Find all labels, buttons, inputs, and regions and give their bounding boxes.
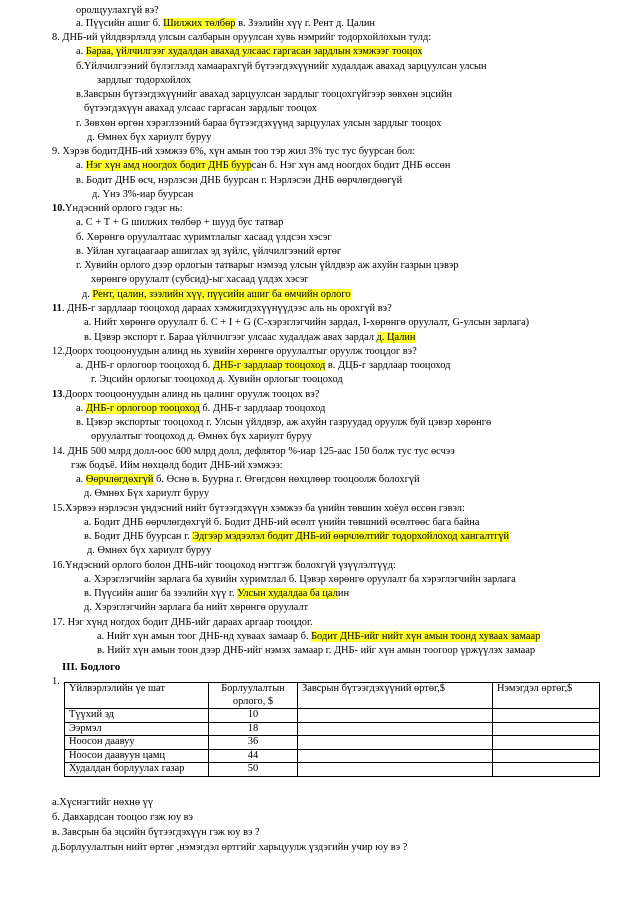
- highlighted-answer: Шилжих төлбөр: [163, 18, 236, 29]
- text-segment: в.Завсрын бүтээгдэхүүнийг авахад зарцуулсан зардлыг тооцохгүйгээр зөвхөн эцсийн: [76, 89, 453, 100]
- table-cell: 10: [209, 709, 298, 723]
- table-cell: [298, 722, 493, 736]
- question-14: [52, 445, 455, 458]
- option-e: [87, 544, 211, 557]
- text-segment: в. Цэвэр экспортыг тооцоход г. Улсын үйлдвэр, аж ахуйн газруудад оруулж буй цэвэр хөрөнгө: [76, 417, 492, 428]
- table-cell: Худалдан борлуулах газар: [65, 763, 209, 777]
- text-segment: а. Бодит ДНБ өөрчлөгдөхгүй б. Бодит ДНБ-ий өсөлт үнийн төвшний өсөлтөөс бага байна: [84, 517, 480, 528]
- table-cell: [493, 709, 600, 723]
- question-15: [52, 502, 465, 515]
- text-segment: б. Өснө в. Буурна г. Өгөгдсөн нөхцлөөр тооцоолж болохгүй: [153, 474, 420, 485]
- option-ab: [76, 402, 325, 415]
- question-10: [52, 202, 183, 215]
- text-segment: хөрөнгө оруулалт (субсид)-ыг хасаад үлдэх хэсэг: [91, 274, 309, 285]
- question-14-cont: [71, 459, 283, 472]
- table-cell: [298, 736, 493, 750]
- text-segment: б. ДНБ-г зардлаар тооцоход: [199, 403, 326, 414]
- option-e: [84, 601, 308, 614]
- table-cell: Түүхий эд: [65, 709, 209, 723]
- table-header-row: [65, 683, 600, 709]
- table-cell: [493, 722, 600, 736]
- text-segment: г. Эцсийн орлогыг тооцоход д. Хувийн орлогыг тооцоход: [91, 374, 343, 385]
- table-cell: Ноосон даавуун цамц: [65, 749, 209, 763]
- table-row: [65, 749, 600, 763]
- text-segment: 10.: [52, 203, 65, 214]
- table-header-cell: Үйлвэрлэлийн үе шат: [65, 683, 209, 709]
- option-c-cont: [84, 102, 317, 115]
- option-cd: [76, 416, 491, 429]
- text-segment: в. Уйлан хугацаагаар ашиглах эд зүйлс, үйлчилгээний өртөг: [76, 246, 342, 257]
- table-cell: [298, 749, 493, 763]
- problem-number: 1.: [52, 676, 60, 687]
- text-segment: а. ДНБ-г орлогоор тооцоход б.: [76, 360, 213, 371]
- text-segment: 15.Хэрвээ нэрлэсэн үндэсний нийт бүтээгдэхүүн хэмжээ ба үнийн төвшин хоёул өссөн гэвэл:: [52, 503, 465, 514]
- text-segment: д. Өмнөх Бүх хариулт буруу: [84, 488, 210, 499]
- table-row: [65, 736, 600, 750]
- table-header-cell: Нэмэгдэл өртөг,$: [493, 683, 600, 709]
- text-segment: бүтээгдэхүүн авахад улсаас гаргасан зардлыг тооцох: [84, 103, 317, 114]
- option-abc: [76, 359, 450, 372]
- text-segment: г. Хувийн орлого дээр орлогын татварыг нэмээд улсын үйлдвэр аж ахуйн газрын цэвэр: [76, 260, 459, 271]
- table-row: [65, 763, 600, 777]
- highlighted-answer: Нэг хүн амд ноогдох бодит ДНБ буур: [85, 160, 252, 171]
- highlighted-answer: Бодит ДНБ-ийг нийт хүн амын тоонд хуваах замаар: [311, 631, 541, 642]
- highlighted-answer: Рент, цалин, зээлийн хүү, пүүсийн ашиг ба өмчийн орлого: [92, 289, 351, 300]
- table-cell: 18: [209, 722, 298, 736]
- text-segment: а. Хэрэглэгчийн зарлага ба хувийн хуримтлал б. Цэвэр хөрөнгө оруулалт ба хэрэглэгчийн зарлага: [84, 574, 516, 585]
- question-12: [52, 345, 417, 358]
- text-segment: а.: [76, 46, 86, 57]
- option-c: [76, 88, 452, 101]
- text-segment: 16.Үндэсний орлого болон ДНБ-ийг тооцоход нэгтгэж болохгүй үзүүлэлтүүд:: [52, 560, 396, 571]
- option-e: [87, 131, 211, 144]
- text-segment: д. Өмнөх бүх хариулт буруу: [87, 545, 212, 556]
- highlighted-answer: ДНБ-г орлогоор тооцоход: [85, 403, 200, 414]
- highlighted-answer: ДНБ-г зардлаар тооцоход: [212, 360, 326, 371]
- table-cell: [298, 763, 493, 777]
- text-segment: 12.Доорх тооцоонуудын алинд нь хувийн хөрөнгө оруулалтыг оруулж тооцдог вэ?: [52, 346, 417, 357]
- question-17: [52, 616, 313, 629]
- question-9: [52, 145, 415, 158]
- text-segment: а.: [76, 474, 86, 485]
- option-ab: [84, 516, 479, 529]
- text-segment: гэж бодъё. Ийм нөхцөлд бодит ДНБ-ий хэмжээ:: [71, 460, 283, 471]
- sub-question-c: в. Завсрын ба эцсийн бүтээгдэхүүн гэж юу вэ ?: [52, 827, 260, 838]
- highlighted-answer: Өөрчлөгдөхгүй: [85, 474, 154, 485]
- text-segment: сан б. Нэг хүн амд ноогдох бодит ДНБ өссөн: [251, 160, 451, 171]
- option-cd: [84, 530, 509, 543]
- text-segment: ин: [337, 588, 350, 599]
- text-segment: д.: [82, 289, 93, 300]
- text-segment: в. Бодит ДНБ буурсан г.: [84, 531, 193, 542]
- sub-question-b: б. Давхардсан тооцоо гэж юу вэ: [52, 812, 193, 823]
- option-c: [76, 245, 341, 258]
- option-e: [84, 487, 209, 500]
- data-table: [64, 682, 600, 777]
- text-segment: оролцуулахгүй вэ?: [76, 5, 159, 16]
- table-row: [65, 722, 600, 736]
- text-segment: д. Өмнөх бүх хариулт буруу: [87, 132, 212, 143]
- table-row: [65, 709, 600, 723]
- table-cell: [493, 736, 600, 750]
- question-13: [52, 388, 319, 401]
- highlighted-answer: Эдгээр мэдээлэл бодит ДНБ-ий өөрчлөлтийг тодорхойлоход хангалтгүй: [192, 531, 510, 542]
- text-line: [76, 4, 159, 17]
- option-cd: [76, 174, 402, 187]
- table-header-cell: Борлуулалтын орлого, $: [209, 683, 298, 709]
- option-e: [82, 288, 351, 301]
- option-de: [91, 373, 343, 386]
- text-segment: 8. ДНБ-ий үйлдвэрлэлд улсын салбарын оруулсан хувь нэмрийг тодорхойлохын тулд:: [52, 32, 432, 43]
- highlighted-answer: Бараа, үйлчилгээг худалдан авахад улсаас гаргасан зардлын хэмжээг тооцох: [85, 46, 423, 57]
- option-d: [76, 259, 459, 272]
- text-segment: в. ДЦБ-г зардлаар тооцоход: [325, 360, 451, 371]
- option-d-cont: [91, 430, 312, 443]
- option-cde: [84, 331, 416, 344]
- text-segment: в. Зээлийн хүү г. Рент д. Цалин: [235, 18, 375, 29]
- option-ab: [97, 630, 540, 643]
- text-segment: 13: [52, 389, 63, 400]
- table-cell: 50: [209, 763, 298, 777]
- text-segment: а. Пүүсийн ашиг б.: [76, 18, 164, 29]
- table-cell: Ээрмэл: [65, 722, 209, 736]
- option-cd: [97, 644, 535, 657]
- option-b: [76, 60, 487, 73]
- table-cell: 36: [209, 736, 298, 750]
- text-segment: зардлыг тодорхойлох: [97, 75, 191, 86]
- text-segment: б.Үйлчилгээний бүлэглэлд хамаарахгүй бүтээгдэхүүнийг худалдаж авахад зарцуулсан улсын: [76, 61, 487, 72]
- option-ab: [76, 159, 450, 172]
- option-b-cont: [97, 74, 191, 87]
- answer-options-q7: [76, 17, 375, 30]
- text-segment: 11: [52, 303, 62, 314]
- table-cell: [493, 749, 600, 763]
- section-title: III. Бодлого: [62, 661, 121, 673]
- option-ab: [84, 573, 516, 586]
- option-e: [92, 188, 193, 201]
- table-cell: [298, 709, 493, 723]
- text-segment: в. Бодит ДНБ өсч, нэрлэсэн ДНБ буурсан г. Нэрлэсэн ДНБ өөрчлөгдөөгүй: [76, 175, 403, 186]
- text-segment: а.: [76, 403, 86, 414]
- highlighted-answer: д. Цалин: [376, 332, 416, 343]
- text-segment: д. Үнэ 3%-иар буурсан: [92, 189, 194, 200]
- text-segment: г. Зөвхөн өргөн хэрэглээний бараа бүтээгдэхүүнд зарцуулах улсын зардлыг тооцох: [76, 118, 442, 129]
- sub-question-d: д.Борлуулалтын нийт өртөг ,нэмэгдэл өртгийг харьцуулж үздэгийн учир юу вэ ?: [52, 842, 408, 853]
- option-d-cont: [91, 273, 309, 286]
- text-segment: 14. ДНБ 500 млрд долл-оос 600 млрд долл, дефлятор %-иар 125-аас 150 болж тус тус өсчээ: [52, 446, 455, 457]
- sub-question-a: а.Хүснэгтийг нөхнө үү: [52, 797, 154, 808]
- text-segment: б. Хөрөнгө оруулалтаас хуримтлалыг хасаад үлдсэн хэсэг: [76, 232, 332, 243]
- option-b: [76, 231, 332, 244]
- table-cell: 44: [209, 749, 298, 763]
- text-segment: а.: [76, 160, 86, 171]
- question-11: [52, 302, 392, 315]
- text-segment: в. Пүүсийн ашиг ба зээлийн хүү г.: [84, 588, 238, 599]
- option-cd: [84, 587, 349, 600]
- text-segment: д. Хэрэглэгчийн зарлага ба нийт хөрөнгө оруулалт: [84, 602, 309, 613]
- option-a: [76, 216, 283, 229]
- text-segment: 9. Хэрэв бодитДНБ-ий хэмжээ 6%, хүн амын тоо тэр жил 3% тус тус буурсан бол:: [52, 146, 416, 157]
- highlighted-answer: Улсын худалдаа ба цал: [237, 588, 338, 599]
- text-segment: а. Нийт хүн амын тоог ДНБ-нд хуваах замаар б.: [97, 631, 312, 642]
- option-a: [76, 45, 422, 58]
- text-segment: 17. Нэг хүнд ногдох бодит ДНБ-ийг дараах аргаар тооцдог.: [52, 617, 313, 628]
- text-segment: в. Цэвэр экспорт г. Бараа үйлчилгээг улсаас худалдаж авах зардал: [84, 332, 377, 343]
- table-cell: Ноосон даавуу: [65, 736, 209, 750]
- option-d: [76, 117, 441, 130]
- table-header-cell: Завсрын бүтээгдэхүүний өртөг,$: [298, 683, 493, 709]
- option-abcd: [76, 473, 420, 486]
- text-segment: оруулалтыг тооцоход д. Өмнөх бүх хариулт буруу: [91, 431, 312, 442]
- table-cell: [493, 763, 600, 777]
- text-segment: . ДНБ-г зардлаар тооцоход дараах хэмжигдэхүүнүүдээс аль нь орохгүй вэ?: [61, 303, 392, 314]
- text-segment: .Доорх тооцоонуудын алинд нь цалинг оруулж тооцох вэ?: [62, 389, 320, 400]
- question-16: [52, 559, 396, 572]
- text-segment: а. Нийт хөрөнгө оруулалт б. С + I + G (С-хэрэглэгчийн зардал, I-хөрөнгө оруулалт, G-улсын зарлага): [84, 317, 530, 328]
- text-segment: Үндэсний орлого гэдэг нь:: [65, 203, 183, 214]
- text-segment: а. С + Т + G шилжих төлбөр + шууд бус татвар: [76, 217, 284, 228]
- option-ab: [84, 316, 529, 329]
- question-8: [52, 31, 431, 44]
- text-segment: в. Нийт хүн амын тоон дээр ДНБ-ийг нэмэх замаар г. ДНБ- ийг хүн амын тоогоор үржүүлэх замаар: [97, 645, 536, 656]
